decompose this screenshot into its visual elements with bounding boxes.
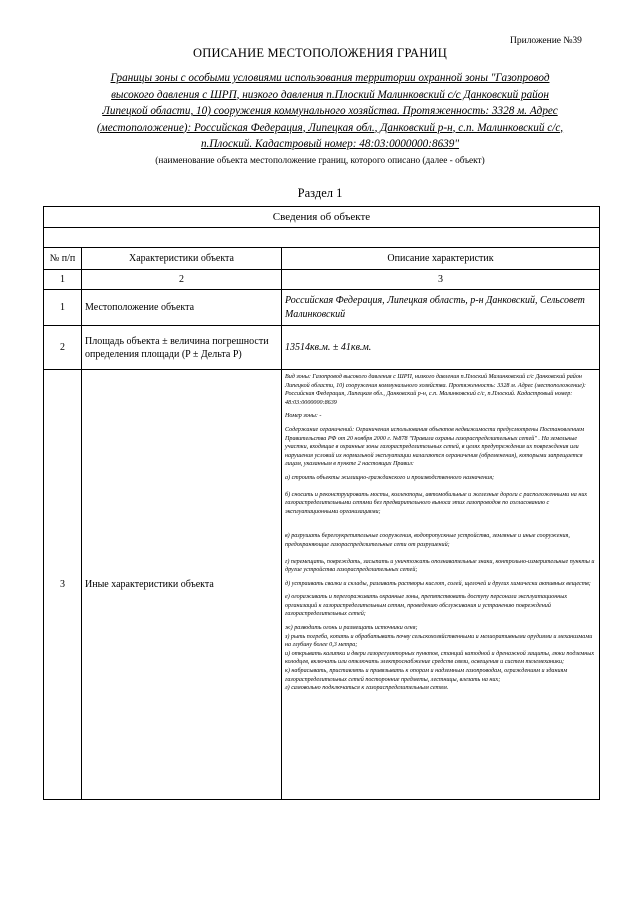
row-num: 2: [44, 326, 82, 370]
object-description: [60, 70, 600, 153]
row-num: 3: [44, 370, 82, 800]
table-row: [44, 370, 600, 800]
numbering-cell: 2: [82, 270, 282, 290]
characteristic-paragraph: е) огораживать и перегораживать охранные зоны, препятствовать доступу персонала эксплуатационных организаций к газораспределительным сетям, проведению обслуживания и устранению повреждений газораспределительных сетей;: [285, 594, 568, 618]
other-characteristics-cell: [282, 370, 600, 800]
object-description-line: (местоположение): Российская Федерация, Липецкая обл., Данковский р-н, с.п. Малинковский с/с,: [96, 121, 564, 134]
characteristic-paragraph: Содержание ограничений: Ограничения использования объектов недвижимости предусмотрены Постановлением Правительства РФ от 20 ноября 2000 г. №878 "Правила охраны газораспределительных сетей" . На земельные участки, входящие в охранные зоны газораспределительных сетей, в целях предупреждения их повреждения или нарушения условий их нормальной эксплуатации налагаются ограничения (обременения), которыми запрещается лицам, указанным в пункте 2 настоящих Правил:: [285, 426, 585, 468]
table-title: Сведения об объекте: [44, 207, 600, 228]
object-info-table: [43, 206, 600, 800]
table-empty-row: [44, 228, 600, 248]
characteristic-paragraph: Вид зоны: Газопровод высокого давления с ШРП, низкого давления п.Плоский Малинковский с/с Данковский район Липецкой области, 10) сооружения коммунального хозяйства. Протяженность: 3328 м. Адрес (местоположение): Российская Федерация, Липецкая обл., Данковский р-н, с.п. Малинковский с/с, п.Плоский. Кадастровый номер: 48:03:0000000:8639: [285, 374, 586, 406]
appendix-label: Приложение №39: [510, 36, 582, 46]
characteristic-paragraph: г) перемещать, повреждать, засыпать и уничтожать опознавательные знаки, контрольно-измерительные пункты и другие устройства газораспределительных сетей;: [285, 558, 595, 574]
numbering-cell: 1: [44, 270, 82, 290]
header-num: № п/п: [44, 248, 82, 270]
characteristic-paragraph: Номер зоны: -: [285, 413, 322, 420]
characteristic-paragraph: а) строить объекты жилищно-гражданского и производственного назначения;: [285, 474, 495, 481]
page-title: ОПИСАНИЕ МЕСТОПОЛОЖЕНИЯ ГРАНИЦ: [193, 46, 447, 60]
table-row: [44, 290, 600, 326]
characteristic-paragraph: в) разрушать берегоукрепительные сооружения, водопропускные устройства, земляные и иные сооружения, предохраняющие газораспределительные сети от разрушений;: [285, 533, 570, 548]
row-description: Российская Федерация, Липецкая область, р-н Данковский, Сельсовет Малинковский: [282, 290, 600, 326]
row-characteristic: Площадь объекта ± величина погрешности определения площади (P ± Дельта P): [82, 326, 282, 370]
object-note: (наименование объекта местоположение границ, которого описано (далее - объект): [155, 156, 485, 166]
characteristic-paragraph: л) самовольно подключаться к газораспределительным сетям.: [285, 685, 449, 692]
header-characteristic: Характеристики объекта: [82, 248, 282, 270]
table-header-row: [44, 248, 600, 270]
row-description: 13514кв.м. ± 41кв.м.: [282, 326, 600, 370]
object-description-line: Границы зоны с особыми условиями использования территории охранной зоны "Газопровод: [110, 72, 550, 84]
table-numbering-row: [44, 270, 600, 290]
object-description-line: Липецкой области, 10) сооружения коммунального хозяйства. Протяженность: 3328 м. Адрес: [102, 105, 558, 117]
characteristic-paragraph: и) открывать калитки и двери газорегуляторных пунктов, станций катодной и дренажной защиты, люки подземных колодцев, включать или отключать электроснабжение средств связи, освещения и систем телемеханики;: [285, 650, 595, 666]
characteristic-paragraph: ж) разводить огонь и размещать источники огня;: [285, 625, 418, 632]
characteristic-paragraph: д) устраивать свалки и склады, разливать растворы кислот, солей, щелочей и других химически активных веществ;: [285, 580, 591, 587]
table-row: [44, 326, 600, 370]
numbering-cell: 3: [282, 270, 600, 290]
object-description-line: п.Плоский. Кадастровый номер: 48:03:0000000:8639": [200, 138, 460, 150]
characteristic-paragraph: з) рыть погреба, копать и обрабатывать почву сельскохозяйственными и мелиоративными орудиями и механизмами на глубину более 0,3 метра;: [285, 633, 593, 649]
object-description-line: высокого давления с ШРП, низкого давления п.Плоский Малинковский с/с Данковский район: [111, 88, 549, 101]
section-title: Раздел 1: [297, 186, 343, 200]
row-num: 1: [44, 290, 82, 326]
row-characteristic: Иные характеристики объекта: [82, 370, 282, 800]
characteristic-paragraph: к) набрасывать, приставлять и привязывать к опорам и надземным газопроводам, ограждениям и зданиям газораспределительных сетей посторонние предметы, лестницы, влезать на них;: [285, 668, 568, 683]
header-description: Описание характеристик: [282, 248, 600, 270]
characteristic-paragraph: б) сносить и реконструировать мосты, коллекторы, автомобильные и железные дороги с расположенными на них газораспределительными сетями без предварительного выноса этих газопроводов по согласованию с эксплуатационными организациями;: [285, 491, 588, 515]
row-characteristic: Местоположение объекта: [82, 290, 282, 326]
